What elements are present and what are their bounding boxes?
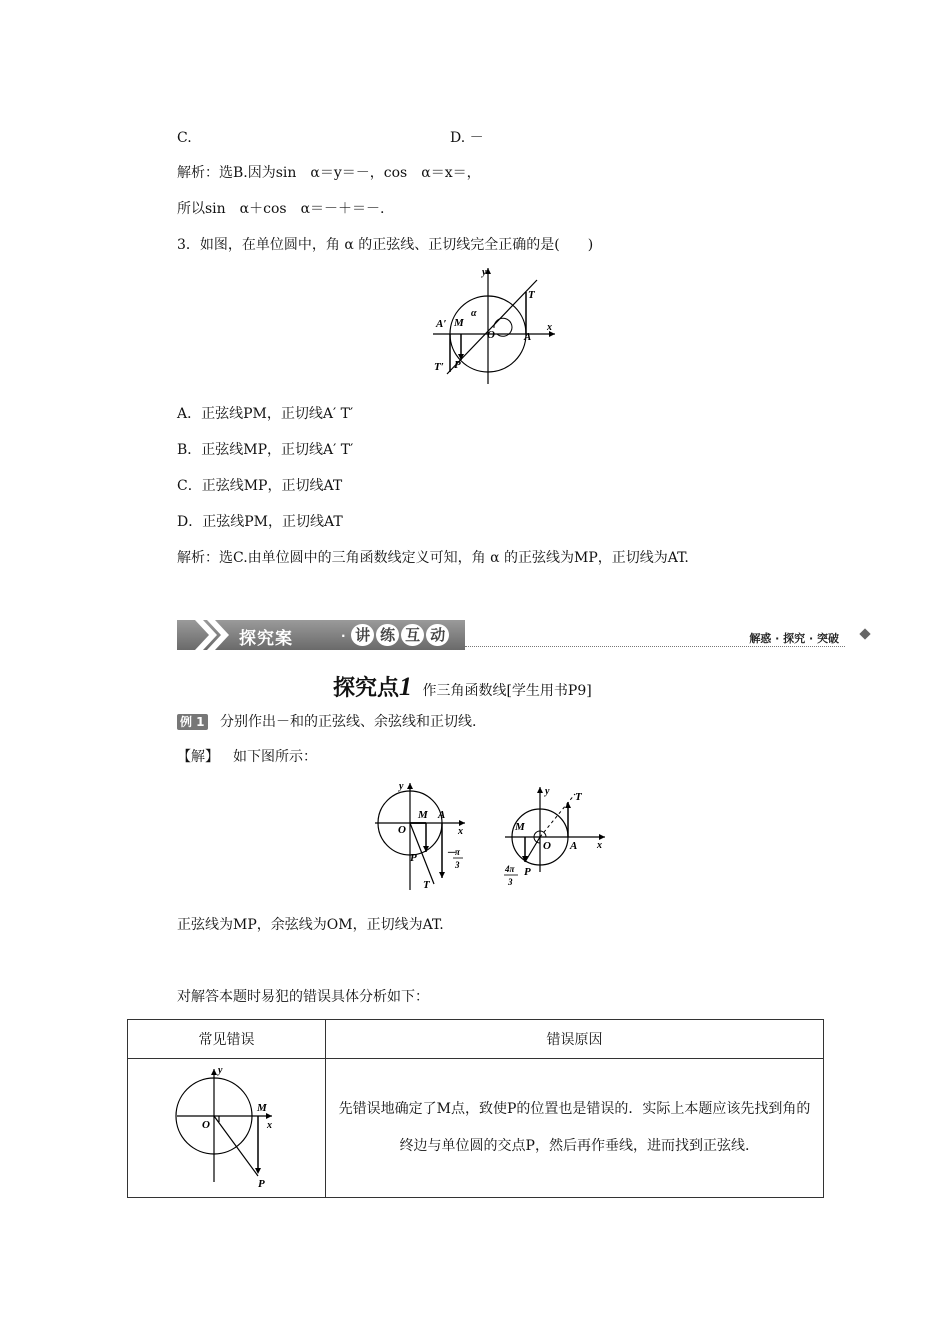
example-badge: 例 1 xyxy=(177,714,208,730)
ex-right-T-label: T xyxy=(575,791,582,803)
banner-sub-char-4: 动 xyxy=(426,624,449,646)
example1-solution: 【解】 如下图所示： xyxy=(177,749,317,765)
banner-subtitle: · 讲 练 互 动 xyxy=(341,624,451,646)
ex-left-x-label: x xyxy=(458,826,463,837)
error-table xyxy=(127,1019,824,1198)
example1-stem: 例 1 分别作出－和的正弦线、余弦线和正切线. xyxy=(177,712,476,732)
kp-number: 1 xyxy=(399,672,413,701)
ex-right-y-label: y xyxy=(545,786,550,797)
q3-Aprime-label: A′ xyxy=(436,318,447,330)
q3-M-label: M xyxy=(454,317,464,329)
ex-right-angle-num: 4π xyxy=(505,864,515,874)
q3-option-d: D．正弦线PM，正切线AT xyxy=(177,514,343,530)
ex-left-angle-num: π xyxy=(455,847,460,857)
error-table-header xyxy=(128,1020,824,1059)
banner-tagline: 解惑 · 探究 · 突破 xyxy=(749,632,839,645)
ex-left-y-label: y xyxy=(399,781,404,792)
example1-figure-left xyxy=(370,778,470,893)
q3-A-label: A xyxy=(524,331,532,343)
error-figure-cell xyxy=(128,1059,326,1198)
kp-title: 作三角函数线[学生用书P9] xyxy=(422,683,592,699)
error-intro: 对解答本题时易犯的错误具体分析如下： xyxy=(177,989,429,1005)
ex-right-M-label: M xyxy=(515,821,525,833)
ex-left-T-label: T xyxy=(423,879,430,891)
ex-left-A-label: A xyxy=(438,809,446,821)
ex-left-M-label: M xyxy=(418,809,428,821)
header-common-error: 常见错误 xyxy=(128,1020,326,1059)
error-table-row xyxy=(128,1059,824,1198)
q2-analysis-2: 所以sin α＋cos α＝－＋＝－. xyxy=(177,201,385,217)
q3-y-label: y xyxy=(482,267,487,278)
q3-option-b: B．正弦线MP，正切线A′ T′ xyxy=(177,442,354,458)
ex-left-O-label: O xyxy=(398,824,406,836)
err-y-label: y xyxy=(217,1064,222,1076)
q3-O-label: O xyxy=(487,329,495,341)
ex-left-angle-sign: － xyxy=(446,848,456,859)
q3-option-a: A．正弦线PM，正切线A′ T′ xyxy=(177,406,354,422)
ex-left-P-label: P xyxy=(410,852,417,864)
ex-right-O-label: O xyxy=(543,840,551,852)
banner-sub-char-1: 讲 xyxy=(351,624,374,646)
chevron-double-icon xyxy=(177,620,237,650)
q3-Tprime-label: T′ xyxy=(434,361,444,373)
example1-conclusion: 正弦线为MP，余弦线为OM，正切线为AT. xyxy=(177,917,444,933)
q3-analysis: 解析：选C.由单位圆中的三角函数线定义可知，角 α 的正弦线为MP，正切线为AT. xyxy=(177,550,689,566)
error-figure xyxy=(172,1064,282,1189)
error-reason-text: 先错误地确定了M点，致使P的位置也是错误的．实际上本题应该先找到角的终边与单位圆的交点P，然后再作垂线，进而找到正弦线. xyxy=(326,1059,824,1198)
err-x-label: x xyxy=(266,1119,272,1131)
option-c: C. xyxy=(177,130,192,146)
q3-option-c: C．正弦线MP，正切线AT xyxy=(177,478,343,494)
banner-sub-char-2: 练 xyxy=(376,624,399,646)
err-O-label: O xyxy=(201,1118,210,1131)
err-P-label: P xyxy=(257,1177,265,1189)
option-d: D. － xyxy=(450,130,484,146)
banner-rule xyxy=(465,646,845,647)
q3-unit-circle-figure xyxy=(425,262,565,387)
section-banner xyxy=(177,620,869,652)
banner-title: 探究案 xyxy=(239,629,293,649)
ex-right-angle-den: 3 xyxy=(508,877,513,887)
q3-x-label: x xyxy=(547,322,552,333)
kp-label: 探究点 xyxy=(333,676,400,701)
example1-figure-right xyxy=(500,782,610,892)
ex-right-P-label: P xyxy=(524,866,531,878)
banner-sub-char-3: 互 xyxy=(401,624,424,646)
diamond-icon xyxy=(859,628,870,639)
knowledge-point-heading xyxy=(333,672,592,706)
q3-stem: 3．如图，在单位圆中，角 α 的正弦线、正切线完全正确的是( ) xyxy=(177,237,594,253)
q3-alpha-label: α xyxy=(471,308,477,319)
q3-T-label: T xyxy=(528,289,535,301)
ex-left-angle-den: 3 xyxy=(455,860,460,870)
ex-right-x-label: x xyxy=(597,840,602,851)
q2-analysis-1: 解析：选B.因为sin α＝y＝－，cos α＝x＝， xyxy=(177,165,481,181)
err-M-label: M xyxy=(256,1101,267,1114)
header-error-reason: 错误原因 xyxy=(326,1020,824,1059)
q3-P-label: P xyxy=(454,359,461,371)
ex-right-A-label: A xyxy=(570,840,578,852)
